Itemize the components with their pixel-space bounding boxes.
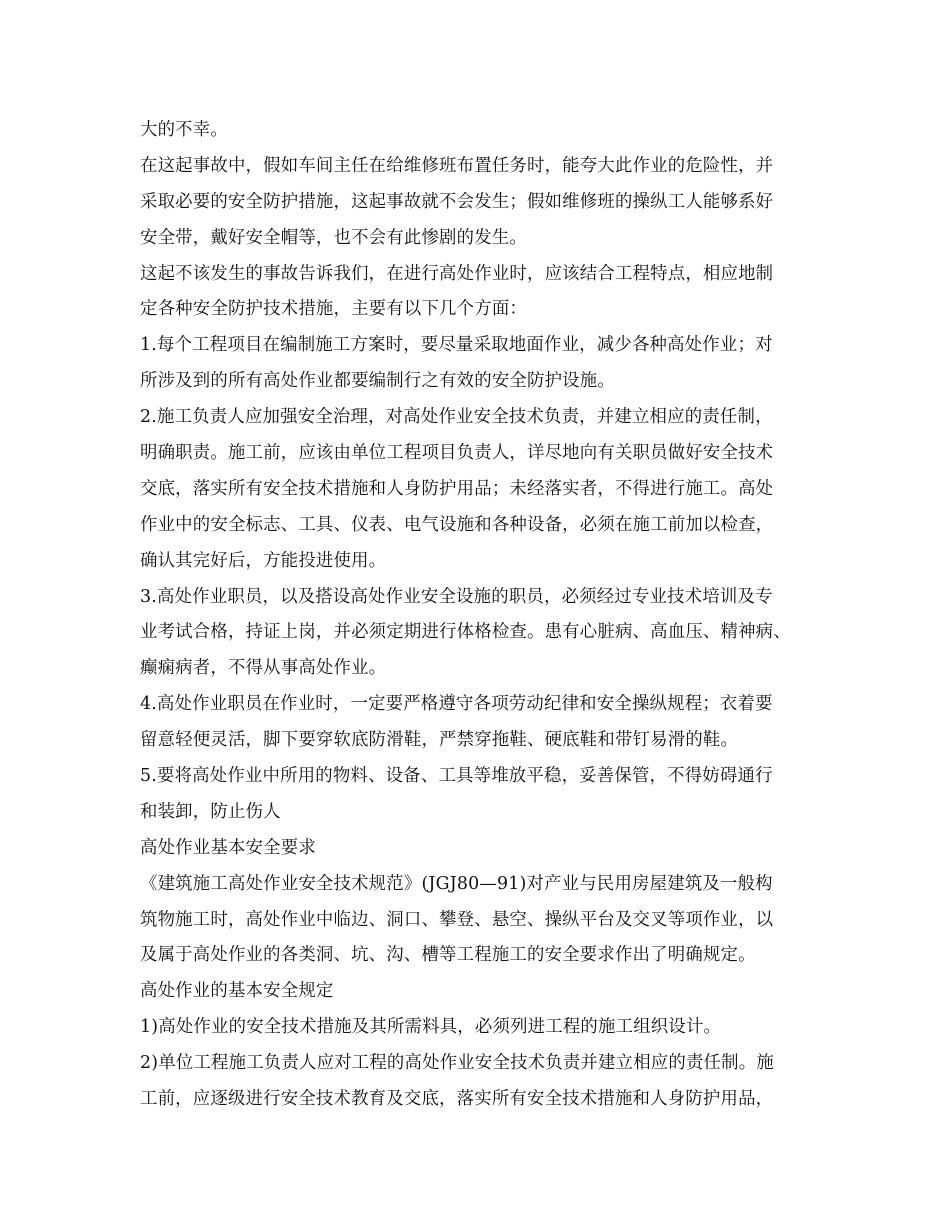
text-line: 2.施工负责人应加强安全治理，对高处作业安全技术负责，并建立相应的责任制， [140,407,773,428]
text-line: 这起不该发生的事故告诉我们，在进行高处作业时，应该结合工程特点，相应地制 [140,263,774,284]
document-body [140,113,820,1118]
text-line: 安全带，戴好安全帽等，也不会有此惨剧的发生。 [140,227,527,248]
text-line: 《建筑施工高处作业安全技术规范》(JGJ80—91)对产业与民用房屋建筑及一般构 [140,873,773,894]
text-line: 1.每个工程项目在编制施工方案时，要尽量采取地面作业，减少各种高处作业；对 [140,335,773,356]
text-line: 及属于高处作业的各类洞、坑、沟、槽等工程施工的安全要求作出了明确规定。 [140,945,756,966]
text-line: 所涉及到的所有高处作业都要编制行之有效的安全防护设施。 [140,371,615,392]
text-line: 和装卸，防止伤人 [140,801,281,822]
text-line: 筑物施工时，高处作业中临边、洞口、攀登、悬空、操纵平台及交叉等项作业，以 [140,909,774,930]
text-line: 作业中的安全标志、工具、仪表、电气设施和各种设备，必须在施工前加以检查， [140,514,774,535]
text-line: 留意轻便灵活，脚下要穿软底防滑鞋，严禁穿拖鞋、硬底鞋和带钉易滑的鞋。 [140,730,739,751]
section-heading: 高处作业的基本安全规定 [140,981,334,1002]
text-line: 工前，应逐级进行安全技术教育及交底，落实所有安全技术措施和人身防护用品， [140,1089,774,1110]
text-line: 明确职责。施工前，应该由单位工程项目负责人，详尽地向有关职员做好安全技术 [140,443,774,464]
text-line: 定各种安全防护技术措施，主要有以下几个方面： [140,299,527,320]
section-heading: 高处作业基本安全要求 [140,837,316,858]
text-line: 大的不幸。 [140,120,228,140]
text-line: 4.高处作业职员在作业时，一定要严格遵守各项劳动纪律和安全操纵规程；衣着要 [140,694,773,715]
text-line: 在这起事故中，假如车间主任在给维修班布置任务时，能夸大此作业的危险性，并 [140,155,774,176]
text-line: 5.要将高处作业中所用的物料、设备、工具等堆放平稳，妥善保管，不得妨碍通行 [140,766,773,787]
text-line: 癫痫病者，不得从事高处作业。 [140,658,387,679]
text-line: 3.高处作业职员，以及搭设高处作业安全设施的职员，必须经过专业技术培训及专 [140,586,773,607]
text-line: 交底，落实所有安全技术措施和人身防护用品；未经落实者，不得进行施工。高处 [140,478,774,499]
text-line: 2)单位工程施工负责人应对工程的高处作业安全技术负责并建立相应的责任制。施 [140,1053,774,1074]
text-line: 采取必要的安全防护措施，这起事故就不会发生；假如维修班的操纵工人能够系好 [140,191,774,212]
text-line: 业考试合格，持证上岗，并必须定期进行体格检查。患有心脏病、高血压、精神病、 [140,622,791,643]
text-line: 确认其完好后，方能投进使用。 [140,550,387,571]
text-line: 1)高处作业的安全技术措施及其所需料具，必须列进工程的施工组织设计。 [140,1017,722,1038]
